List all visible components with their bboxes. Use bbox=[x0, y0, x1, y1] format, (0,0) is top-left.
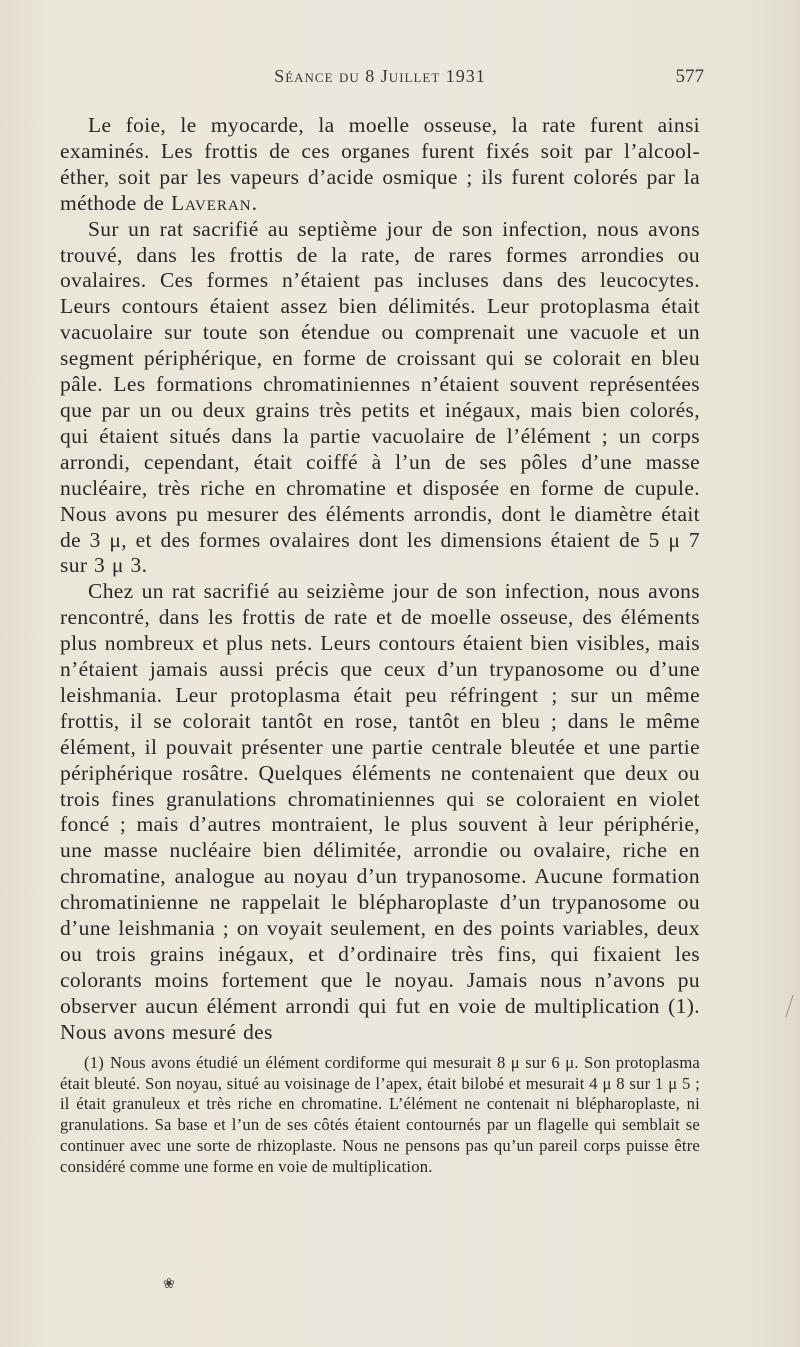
running-title: Séance du 8 Juillet 1931 bbox=[274, 66, 486, 86]
footnote-text: Nous avons étudié un élément cordiforme qui mesurait 8 μ sur 6 μ. Son protoplasma était bleuté. Son noyau, situé au voisinage de l’apex, était bilobé et mesurait 4 μ 8 sur 1 μ 5 ; il était granuleux et très riche en chromatine. L’élément ne contenait ni blépharoplaste, ni granulations. Sa base et l’un de ses côtés étaient contournés par un flagelle qui semblait se continuer avec une sorte de rhizoplaste. Nous ne pensons pas qu’un pareil corps puisse être considéré comme une forme en voie de multiplication. bbox=[60, 1053, 700, 1176]
footnote bbox=[60, 1053, 700, 1177]
paragraph-3: Chez un rat sacrifié au seizième jour de son infection, nous avons rencontré, dans les frottis de rate et de moelle osseuse, des éléments plus nombreux et plus nets. Leurs contours étaient bien visibles, mais n’étaient jamais aussi précis que ceux d’un trypanosome ou d’une leishmania. Leur protoplasma était peu réfringent ; sur un même frottis, il se colorait tantôt en rose, tantôt en bleu ; dans le même élément, il pouvait présenter une partie centrale bleutée et une partie périphérique rosâtre. Quelques éléments ne contenaient que deux ou trois fines granulations chromatiniennes qui se coloraient en violet foncé ; mais d’autres montraient, le plus souvent à leur périphérie, une masse nucléaire bien délimitée, arrondie ou ovalaire, riche en chromatine, analogue au noyau d’un trypanosome. Aucune formation chromatinienne ne rappelait le blépharoplaste d’un trypanosome ou d’une leishmania ; on voyait seulement, en des points variables, deux ou trois grains inégaux, et d’ordinaire très fins, qui fixaient les colorants moins fortement que le noyau. Jamais nous n’avons pu observer aucun élément arrondi qui fut en voie de multiplication (1). Nous avons mesuré des bbox=[60, 579, 700, 1044]
paragraph-1-end: . bbox=[251, 190, 258, 215]
paragraph-1-text: Le foie, le myocarde, la moelle osseuse, la rate furent ainsi examinés. Les frottis de ces organes furent fixés soit par l’alcool-éther, soit par les vapeurs d’acide osmique ; ils furent colorés par la méthode de bbox=[60, 113, 700, 215]
paragraph-2: Sur un rat sacrifié au septième jour de son infection, nous avons trouvé, dans les frottis de la rate, de rares formes arrondies ou ovalaires. Ces formes n’étaient pas incluses dans des leucocytes. Leurs contours étaient assez bien délimités. Leur protoplasma était vacuolaire sur toute son étendue ou comprenait une vacuole et un segment périphérique, en forme de croissant qui se colorait en bleu pâle. Les formations chromatiniennes n’étaient souvent représentées que par un ou deux grains très petits et inégaux, mais bien colorés, qui étaient situés dans la partie vacuolaire de l’élément ; un corps arrondi, cependant, était coiffé à l’un de ses pôles d’une masse nucléaire, très riche en chromatine et disposée en forme de cupule. Nous avons pu mesurer des éléments arrondis, dont le diamètre était de 3 μ, et des formes ovalaires dont les dimensions étaient de 5 μ 7 sur 3 μ 3. bbox=[60, 216, 700, 578]
paragraph-1 bbox=[60, 113, 700, 217]
page-edge-mark bbox=[785, 994, 793, 1017]
page-header bbox=[60, 66, 704, 96]
footnote-marker: (1) bbox=[84, 1053, 104, 1072]
printer-ornament: ❀ bbox=[163, 1277, 175, 1292]
body-text bbox=[60, 113, 700, 1046]
author-name-laveran: Laveran bbox=[170, 190, 252, 215]
page-number: 577 bbox=[675, 66, 704, 87]
